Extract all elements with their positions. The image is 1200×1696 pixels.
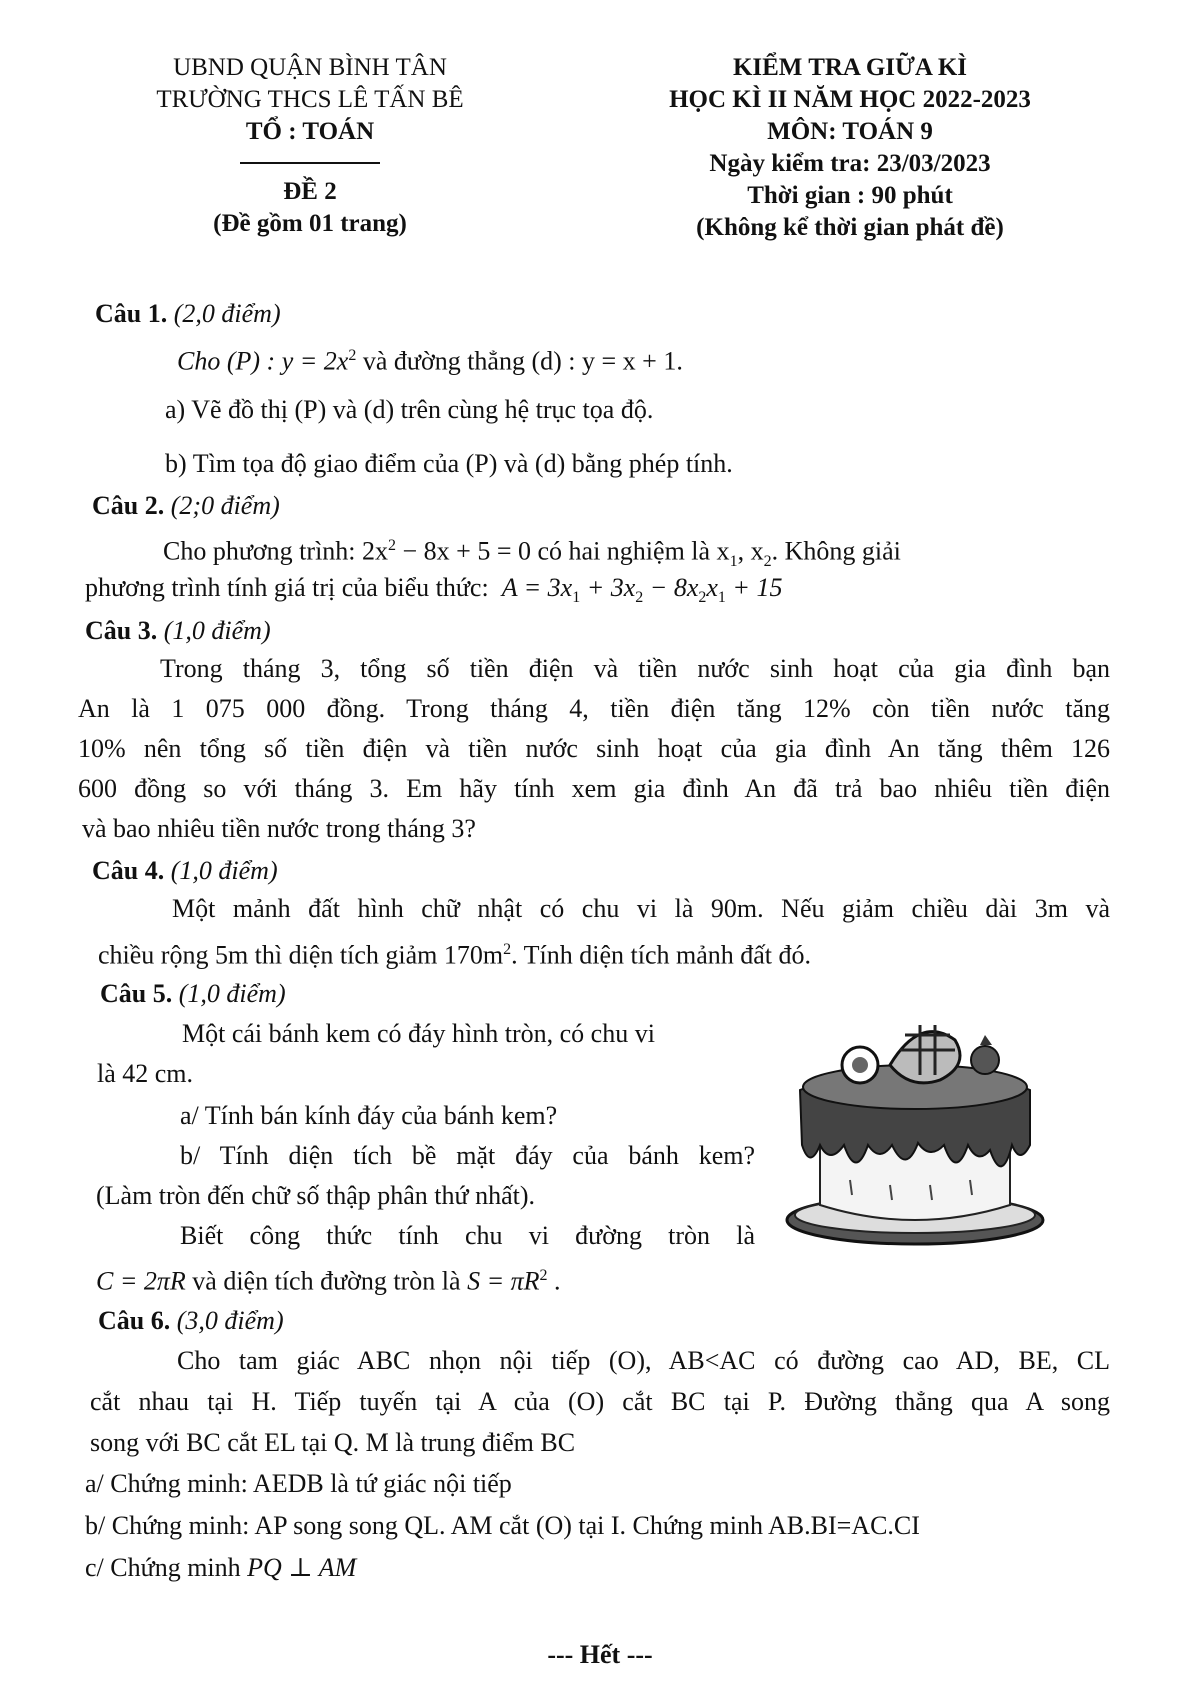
q6-heading: [98, 1305, 284, 1337]
q6-part-a: a/ Chứng minh: AEDB là tứ giác nội tiếp: [85, 1469, 512, 1498]
exam-title: KIỂM TRA GIỮA KÌ: [732, 54, 968, 81]
q5-part-b: b/ Tính diện tích bề mặt đáy của bánh kem?: [180, 1141, 755, 1170]
q2-points: (2;0 điểm): [170, 491, 280, 520]
q5-square: 2: [539, 1267, 548, 1284]
q5-line5: Biết công thức tính chu vi đường tròn là: [180, 1221, 755, 1250]
q2-line2: [85, 572, 782, 614]
subject: MÔN: TOÁN 9: [767, 118, 933, 145]
q5-l6b: và diện tích đường tròn là: [185, 1266, 468, 1296]
q2-l1b: − 8x + 5 = 0 có hai nghiệm là x: [396, 536, 730, 566]
q3-heading: [85, 615, 271, 647]
q6-line3: song với BC cắt EL tại Q. M là trung điểm BC: [90, 1428, 576, 1457]
q2-l2b: A = 3x: [501, 573, 573, 602]
q2-l1c: , x: [737, 536, 764, 566]
q5-l6d: .: [547, 1266, 561, 1296]
q2-sub1: 1: [729, 552, 738, 570]
q2-l2a: phương trình tính giá trị của biểu thức:: [85, 573, 489, 602]
q3-line4: 600 đồng so với tháng 3. Em hãy tính xem gia đình An đã trả bao nhiêu tiền điện: [78, 774, 1110, 803]
q2-title: Câu 2.: [92, 491, 165, 520]
q1-line1-part1: Cho (P) : y = 2x: [177, 346, 349, 376]
q2-l2d: − 8x: [643, 573, 699, 602]
page-count: (Đề gồm 01 trang): [213, 210, 407, 237]
semester-year: HỌC KÌ II NĂM HỌC 2022-2023: [669, 86, 1031, 113]
q6-c1: c/ Chứng minh: [85, 1553, 248, 1582]
header-divider: [240, 162, 380, 164]
q4-heading: [92, 855, 278, 887]
q1-line1: [177, 340, 683, 378]
cake-illustration: [780, 1005, 1050, 1250]
q6-points: (3,0 điểm): [176, 1306, 284, 1335]
q4-l2a: chiều rộng 5m thì diện tích giảm 170m: [98, 940, 504, 970]
q3-line2: An là 1 075 000 đồng. Trong tháng 4, tiền điện tăng 12% còn tiền nước tăng: [78, 694, 1110, 723]
q4-line1: Một mảnh đất hình chữ nhật có chu vi là 90m. Nếu giảm chiều dài 3m và: [172, 894, 1110, 923]
q5-formula-s: S = πR: [467, 1266, 540, 1296]
department-name: TỔ : TOÁN: [245, 118, 375, 145]
exam-code: ĐỀ 2: [283, 178, 337, 205]
duration-note: (Không kể thời gian phát đề): [696, 214, 1004, 241]
q5-line2: là 42 cm.: [97, 1059, 194, 1088]
q4-line2: [98, 934, 811, 972]
q4-title: Câu 4.: [92, 856, 165, 885]
q3-title: Câu 3.: [85, 616, 158, 645]
q3-line5: và bao nhiêu tiền nước trong tháng 3?: [82, 814, 476, 843]
q2-line1: [163, 530, 901, 578]
q3-line3: 10% nên tổng số tiền điện và tiền nước sinh hoạt của gia đình An tăng thêm 126: [78, 734, 1110, 763]
q1-part-b: b) Tìm tọa độ giao điểm của (P) và (d) bằng phép tính.: [165, 449, 733, 478]
end-mark: --- Hết ---: [547, 1640, 653, 1669]
school-name: TRƯỜNG THCS LÊ TẤN BÊ: [156, 86, 464, 113]
q1-line1-part2: và đường thẳng (d) : y = x + 1.: [356, 346, 683, 376]
q2-l2e: x: [706, 573, 718, 602]
q2-heading: [92, 490, 280, 522]
q3-points: (1,0 điểm): [163, 616, 271, 645]
q2-l1d: . Không giải: [771, 536, 901, 566]
q2-l2c: + 3x: [580, 573, 636, 602]
q1-part-a: a) Vẽ đồ thị (P) và (d) trên cùng hệ trục tọa độ.: [165, 395, 654, 424]
header-right: [610, 52, 1090, 244]
q6-c2: PQ ⊥ AM: [247, 1553, 357, 1582]
district-name: UBND QUẬN BÌNH TÂN: [173, 54, 447, 81]
q2-sub-a: 1: [572, 589, 581, 607]
q5-heading: [100, 978, 286, 1010]
q6-line1: Cho tam giác ABC nhọn nội tiếp (O), AB<AC có đường cao AD, BE, CL: [177, 1346, 1110, 1375]
q1-points: (2,0 điểm): [173, 299, 281, 328]
q2-sub-d: 1: [717, 589, 726, 607]
q5-part-a: a/ Tính bán kính đáy của bánh kem?: [180, 1101, 558, 1130]
header-left: [110, 52, 510, 240]
q5-rounding: (Làm tròn đến chữ số thập phân thứ nhất).: [96, 1181, 536, 1210]
q1-heading: [95, 298, 281, 330]
q5-title: Câu 5.: [100, 979, 173, 1008]
q5-formula-c: C = 2πR: [96, 1266, 186, 1296]
q2-square: 2: [388, 537, 397, 554]
q2-l1a: Cho phương trình: 2x: [163, 536, 389, 566]
q6-line2: cắt nhau tại H. Tiếp tuyến tại A của (O) cắt BC tại P. Đường thẳng qua A song: [90, 1387, 1110, 1416]
q6-title: Câu 6.: [98, 1306, 171, 1335]
q2-l2f: + 15: [725, 573, 783, 602]
q4-points: (1,0 điểm): [170, 856, 278, 885]
q3-line1: Trong tháng 3, tổng số tiền điện và tiền nước sinh hoạt của gia đình bạn: [160, 654, 1110, 683]
q1-title: Câu 1.: [95, 299, 168, 328]
exam-date: Ngày kiểm tra: 23/03/2023: [709, 150, 991, 177]
q2-sub2: 2: [763, 552, 772, 570]
q5-line1: Một cái bánh kem có đáy hình tròn, có chu vi: [182, 1019, 655, 1048]
q2-sub-c: 2: [698, 589, 707, 607]
q5-line6: [96, 1260, 561, 1298]
q6-part-b: b/ Chứng minh: AP song song QL. AM cắt (O) tại I. Chứng minh AB.BI=AC.CI: [85, 1511, 920, 1540]
q2-sub-b: 2: [635, 589, 644, 607]
q4-square: 2: [503, 941, 512, 958]
q1-square: 2: [348, 347, 357, 364]
exam-duration: Thời gian : 90 phút: [747, 182, 953, 209]
q5-points: (1,0 điểm): [178, 979, 286, 1008]
q6-part-c: [85, 1552, 356, 1584]
q4-l2b: . Tính diện tích mảnh đất đó.: [511, 940, 812, 970]
